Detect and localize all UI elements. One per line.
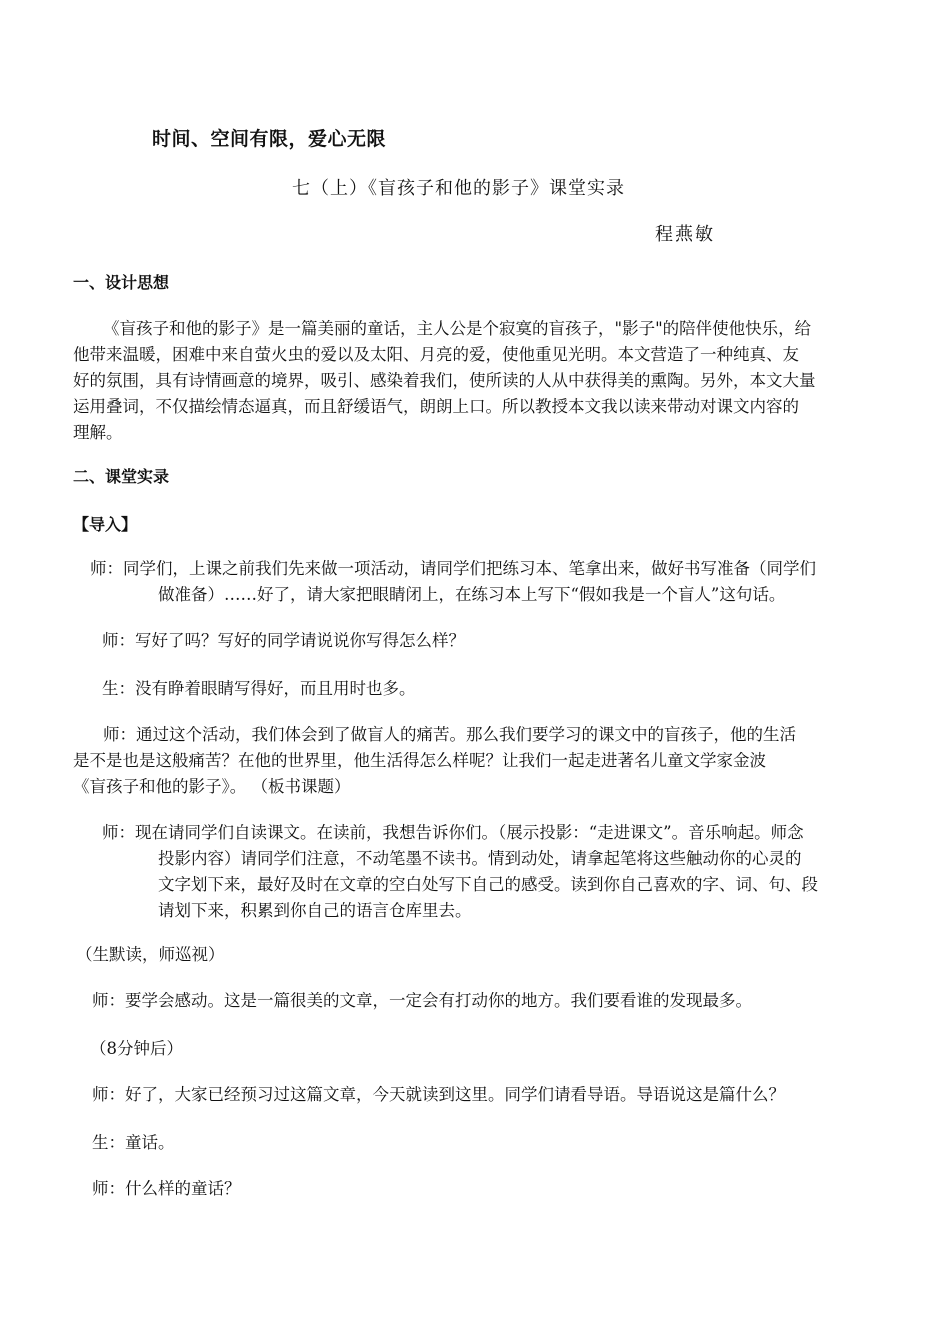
dialogue-line: 师：现在请同学们自读课文。在读前，我想告诉你们。（展示投影：“走进课文”。音乐响起。师念 xyxy=(102,823,804,842)
dialogue-line: 生：童话。 xyxy=(92,1133,175,1152)
document-title: 时间、空间有限，爱心无限 xyxy=(152,128,387,150)
paragraph-line: 是不是也是这般痛苦？在他的世界里，他生活得怎么样呢？让我们一起走进著名儿童文学家金波 xyxy=(73,751,766,770)
paragraph-line: 他带来温暖，困难中来自萤火虫的爱以及太阳、月亮的爱，使他重见光明。本文营造了一种纯真、友 xyxy=(73,345,799,364)
intro-label: 【导入】 xyxy=(73,515,138,534)
dialogue-paragraph xyxy=(90,820,890,924)
paragraph-line: 运用叠词，不仅描绘情态逼真，而且舒缓语气，朗朗上口。所以教授本文我以读来带动对课文内容的 xyxy=(73,397,799,416)
paragraph-line: 好的氛围，具有诗情画意的境界，吸引、感染着我们，使所读的人从中获得美的熏陶。另外，本文大量 xyxy=(73,371,816,390)
paragraph-line: 《盲孩子和他的影子》是一篇美丽的童话，主人公是个寂寞的盲孩子，"影子"的陪伴使他快乐，给 xyxy=(103,319,812,338)
dialogue-line: 文字划下来，最好及时在文章的空白处写下自己的感受。读到你自己喜欢的字、词、句、段 xyxy=(158,875,818,894)
design-paragraph xyxy=(73,316,895,446)
paragraph-line: 《盲孩子和他的影子》。 （板书课题） xyxy=(73,777,351,796)
stage-direction: （生默读，师巡视） xyxy=(76,945,225,964)
dialogue-line: 师：要学会感动。这是一篇很美的文章，一定会有打动你的地方。我们要看谁的发现最多。 xyxy=(92,991,752,1010)
dialogue-line: 做准备）……好了，请大家把眼睛闭上，在练习本上写下“假如我是一个盲人”这句话。 xyxy=(158,585,786,604)
dialogue-line: 师：什么样的童话？ xyxy=(92,1179,241,1198)
dialogue-line: 投影内容）请同学们注意，不动笔墨不读书。情到动处，请拿起笔将这些触动你的心灵的 xyxy=(158,849,802,868)
document-author: 程燕敏 xyxy=(655,224,715,245)
dialogue-line: 师：好了，大家已经预习过这篇文章，今天就读到这里。同学们请看导语。导语说这是篇什么？ xyxy=(92,1085,785,1104)
dialogue-paragraph xyxy=(90,556,890,608)
document-subtitle: 七（上）《盲孩子和他的影子》课堂实录 xyxy=(292,178,625,199)
dialogue-paragraph xyxy=(73,722,895,800)
dialogue-line: 师：写好了吗？写好的同学请说说你写得怎么样？ xyxy=(102,631,465,650)
section-heading-record: 二、课堂实录 xyxy=(73,467,170,486)
section-heading-design: 一、设计思想 xyxy=(73,273,170,292)
paragraph-line: 理解。 xyxy=(73,423,123,442)
dialogue-line: 师：同学们，上课之前我们先来做一项活动，请同学们把练习本、笔拿出来，做好书写准备（同学们 xyxy=(90,559,816,578)
paragraph-line: 师：通过这个活动，我们体会到了做盲人的痛苦。那么我们要学习的课文中的盲孩子，他的生活 xyxy=(103,725,796,744)
dialogue-line: 生：没有睁着眼睛写得好，而且用时也多。 xyxy=(102,679,416,698)
stage-direction: （8分钟后） xyxy=(90,1039,183,1058)
dialogue-line: 请划下来，积累到你自己的语言仓库里去。 xyxy=(158,901,472,920)
